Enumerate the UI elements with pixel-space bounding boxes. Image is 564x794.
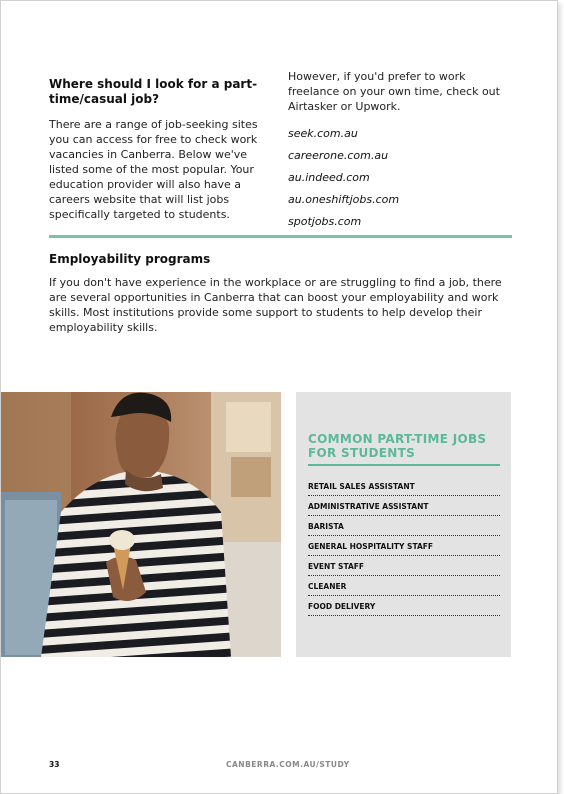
barista-photo	[1, 392, 281, 657]
panel-title: COMMON PART-TIME JOBS FOR STUDENTS	[308, 432, 487, 460]
left-column	[49, 77, 261, 222]
job-hospitality: GENERAL HOSPITALITY STAFF	[308, 541, 500, 556]
jobs-heading: Where should I look for a part-time/casual job?	[49, 77, 258, 106]
job-retail: RETAIL SALES ASSISTANT	[308, 481, 500, 496]
freelance-intro: However, if you'd prefer to work freelance on your own time, check out Airtasker or Upwork.	[288, 70, 500, 113]
employability-body: If you don't have experience in the workplace or are struggling to find a job, there are several opportunities in Canberra that can boost your employability and work skills. Most institutions provide some support to students to help develop their employability skills.	[49, 276, 502, 334]
job-barista: BARISTA	[308, 521, 500, 536]
jobs-body: There are a range of job-seeking sites you can access for free to check work vacancies in Canberra. Below we've listed some of the most popular. Your education provider will also have a careers website that will list jobs specifically targeted to students.	[49, 118, 258, 221]
page-number: 33	[49, 760, 60, 769]
employability-section	[49, 252, 512, 335]
jobs-list	[308, 481, 500, 621]
section-divider	[49, 235, 512, 238]
right-column	[288, 69, 510, 229]
link-careerone[interactable]: careerone.com.au	[288, 149, 389, 162]
footer-site[interactable]: CANBERRA.COM.AU/STUDY	[226, 760, 350, 769]
link-oneshift[interactable]: au.oneshiftjobs.com	[288, 193, 400, 206]
jobs-panel	[296, 392, 511, 657]
job-cleaner: CLEANER	[308, 581, 500, 596]
job-admin: ADMINISTRATIVE ASSISTANT	[308, 501, 500, 516]
panel-divider	[308, 464, 500, 466]
job-event: EVENT STAFF	[308, 561, 500, 576]
employability-heading: Employability programs	[49, 252, 211, 266]
link-spotjobs[interactable]: spotjobs.com	[288, 215, 362, 228]
job-delivery: FOOD DELIVERY	[308, 601, 500, 616]
link-seek[interactable]: seek.com.au	[288, 127, 358, 140]
link-indeed[interactable]: au.indeed.com	[288, 171, 370, 184]
